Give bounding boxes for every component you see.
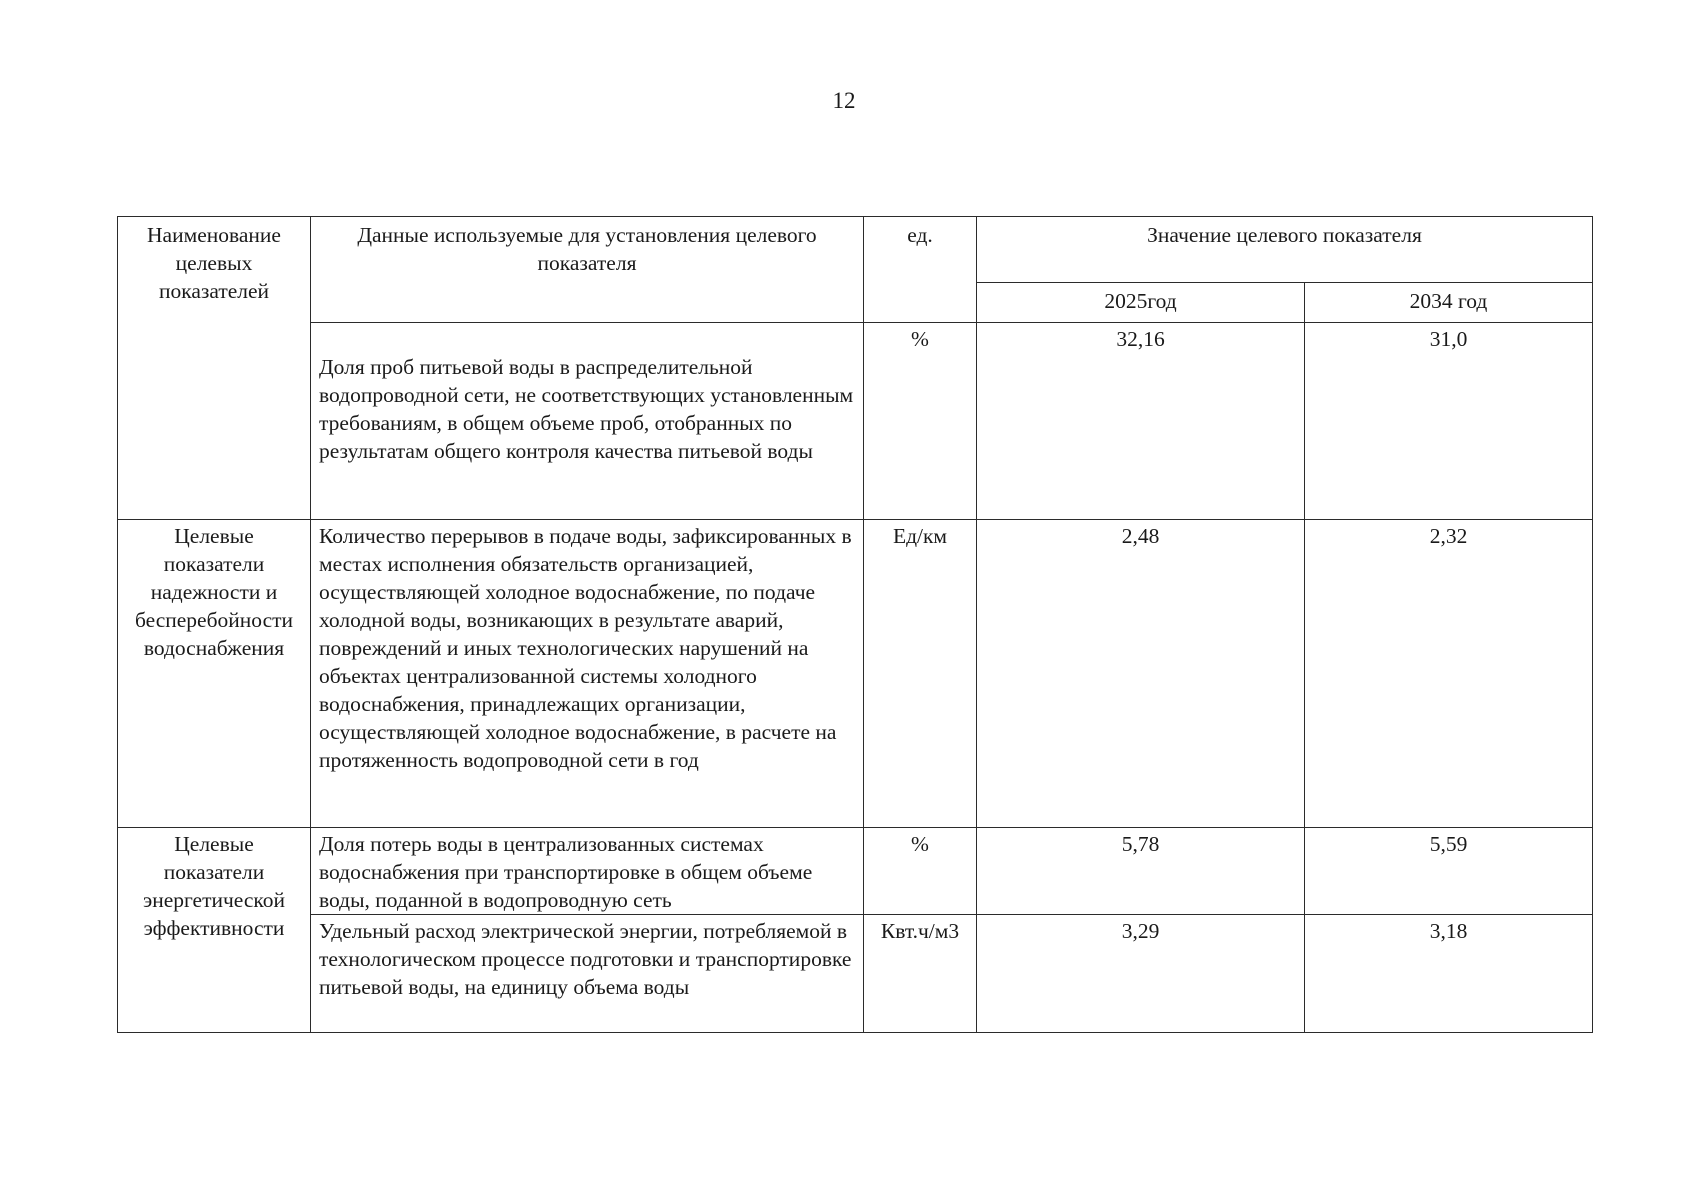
header-year-2034-label: 2034 год xyxy=(1409,289,1488,313)
target-indicators-table xyxy=(117,216,1593,1033)
value-2034-cell xyxy=(1305,915,1593,1033)
header-name-cell xyxy=(118,217,311,520)
header-year-2034-cell xyxy=(1305,283,1593,323)
value-2025-text: 32,16 xyxy=(1116,327,1165,351)
description-text: Доля проб питьевой воды в распределительной водопроводной сети, не соответствующих установленным требованиям, в общем объеме проб, отобранных по результатам общего контроля качества питьевой воды xyxy=(319,355,854,463)
indicator-group-name: Целевые показатели надежности и бесперебойности водоснабжения xyxy=(134,524,294,660)
unit-cell xyxy=(864,323,977,520)
value-2025-text: 3,29 xyxy=(1121,919,1160,943)
header-year-2025-label: 2025год xyxy=(1104,289,1177,313)
unit-text: Квт.ч/м3 xyxy=(880,919,960,943)
header-value-group-cell xyxy=(977,217,1593,283)
header-row xyxy=(118,217,1593,283)
description-text: Количество перерывов в подаче воды, зафиксированных в местах исполнения обязательств организацией, осуществляющей холодное водоснабжение, по подаче холодной воды, возникающих в результате аварий, повреждений и иных технологических нарушений на объектах централизованной системы холодного водоснабжения, принадлежащих организации, осуществляющей холодное водоснабжение, в расчете на протяженность водопроводной сети в год xyxy=(319,524,852,772)
description-spacer xyxy=(319,325,855,353)
unit-cell xyxy=(864,520,977,828)
description-cell xyxy=(311,828,864,915)
header-year-2025-cell xyxy=(977,283,1305,323)
value-2034-text: 31,0 xyxy=(1429,327,1468,351)
unit-text: % xyxy=(911,327,929,351)
header-data-label: Данные используемые для установления целевого показателя xyxy=(357,223,817,275)
value-2034-text: 3,18 xyxy=(1429,919,1468,943)
table-row xyxy=(118,915,1593,1033)
header-data-cell xyxy=(311,217,864,323)
unit-text: % xyxy=(911,832,929,856)
header-unit-label: ед. xyxy=(907,223,933,247)
value-2025-cell xyxy=(977,915,1305,1033)
page-number: 12 xyxy=(832,88,856,113)
value-2034-cell xyxy=(1305,520,1593,828)
value-2025-text: 2,48 xyxy=(1121,524,1160,548)
unit-cell xyxy=(864,828,977,915)
value-2034-text: 5,59 xyxy=(1429,832,1468,856)
unit-text: Ед/км xyxy=(892,524,948,548)
description-text: Удельный расход электрической энергии, потребляемой в технологическом процессе подготовки и транспортировке питьевой воды, на единицу объема воды xyxy=(319,919,852,999)
description-cell xyxy=(311,520,864,828)
header-name-label: Наименование целевых показателей xyxy=(147,223,281,303)
value-2025-cell xyxy=(977,520,1305,828)
table-row xyxy=(118,323,1593,520)
value-2034-cell xyxy=(1305,828,1593,915)
value-2025-cell xyxy=(977,323,1305,520)
indicator-group-name-cell xyxy=(118,828,311,1033)
header-unit-cell xyxy=(864,217,977,323)
unit-cell xyxy=(864,915,977,1033)
indicator-group-name: Целевые показатели энергетической эффективности xyxy=(142,832,286,940)
value-2034-cell xyxy=(1305,323,1593,520)
table-row xyxy=(118,828,1593,915)
value-2025-cell xyxy=(977,828,1305,915)
header-value-group-label: Значение целевого показателя xyxy=(1147,223,1422,247)
description-cell xyxy=(311,323,864,520)
value-2025-text: 5,78 xyxy=(1121,832,1160,856)
value-2034-text: 2,32 xyxy=(1429,524,1468,548)
indicator-group-name-cell xyxy=(118,520,311,828)
table-row xyxy=(118,520,1593,828)
description-cell xyxy=(311,915,864,1033)
description-text: Доля потерь воды в централизованных системах водоснабжения при транспортировке в общем объеме воды, поданной в водопроводную сеть xyxy=(319,832,813,912)
